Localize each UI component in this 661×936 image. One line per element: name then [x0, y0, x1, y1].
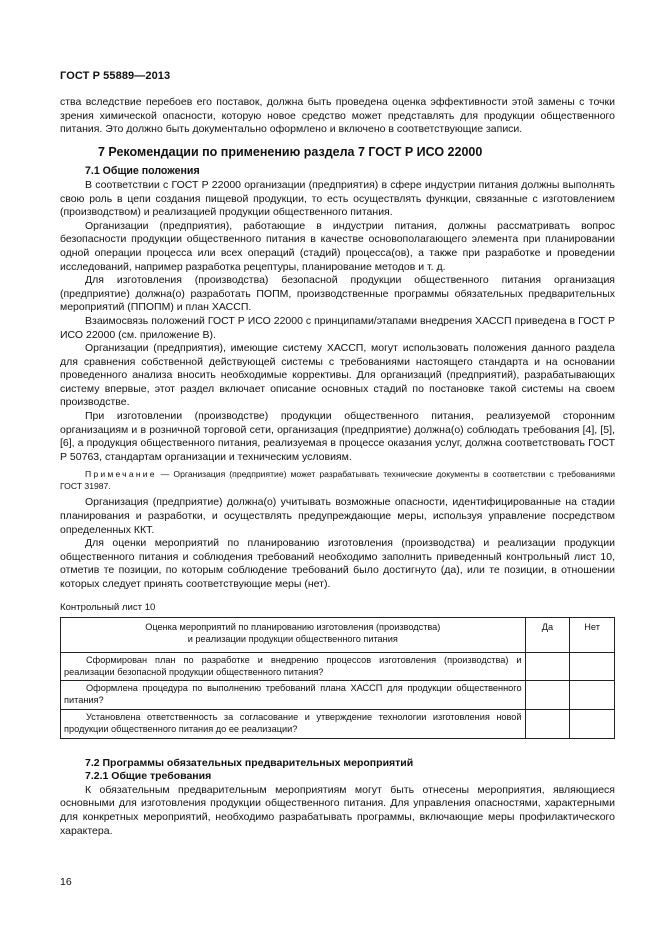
checklist-table [60, 617, 615, 738]
checklist-no-cell[interactable] [570, 681, 615, 710]
checklist-header-row [61, 618, 615, 653]
checklist-yes-cell[interactable] [525, 681, 570, 710]
checklist-question-text: Установлена ответственность за согласование и утверждение технологии изготовления новой продукции общественного питания до ее реализации? [64, 711, 522, 734]
page-number: 16 [60, 876, 72, 888]
section-7-2-title: 7.2 Программы обязательных предварительных мероприятий [85, 756, 414, 769]
checklist-header-cell [61, 618, 526, 653]
section-7-1-title: 7.1 Общие положения [85, 165, 200, 178]
checklist-question [61, 652, 526, 681]
checklist-question [61, 681, 526, 710]
checklist-label: Контрольный лист 10 [60, 601, 156, 613]
note-text: — Организация (предприятие) может разрабатывать технические документы в соответствии с требованиями ГОСТ 31987. [60, 469, 615, 491]
table-row [61, 652, 615, 681]
checklist-no-cell[interactable] [570, 652, 615, 681]
checklist-question-text: Сформирован план по разработке и внедрению процессов изготовления (производства) и реализации безопасной продукции общественного питания? [64, 654, 522, 677]
checklist-col-yes: Да [525, 618, 570, 653]
paragraph: Взаимосвязь положений ГОСТ Р ИСО 22000 с принципами/этапами внедрения ХАССП приведена в ГОСТ Р ИСО 22000 (см. приложение В). [60, 314, 615, 341]
table-row [61, 709, 615, 738]
document-body [60, 96, 615, 838]
note-label: Примечание [85, 469, 157, 480]
checklist-col-no: Нет [570, 618, 615, 653]
paragraph: Организации (предприятия), имеющие систему ХАССП, могут использовать положения данного раздела для сравнения собственной действующей системы с требованиями настоящего стандарта и на основании проведенного анализа вносить необходимые коррективы. Для организаций (предприятий), разрабатывающих систему впервые, этот раздел включает описание основных стадий по постановке такой системы на своем производстве. [60, 342, 615, 409]
paragraph: Для оценки мероприятий по планированию изготовления (производства) и реализации продукции общественного питания и соблюдения требований необходимо заполнить приведенный контрольный лист 10, отметив те позиции, по которым соблюдение требований было достигнуто (да), или те позиции, в отношении которых следует принять соответствующие меры (нет). [60, 537, 615, 590]
intro-paragraph: ства вследствие перебоев его поставок, должна быть проведена оценка эффективности этой замены с точки зрения химической опасности, которую новое средство может представлять для продукции общественного питания. Это должно быть документально оформлено и включено в соответствующие записи. [60, 96, 615, 136]
checklist-yes-cell[interactable] [525, 652, 570, 681]
paragraph: Организации (предприятия), работающие в индустрии питания, должны рассматривать вопрос безопасности продукции общественного питания в качестве основополагающего элемента при планировании одной операции процесса или всех операций (стадий) процесса(ов), а также при разработке и проведении исследований, например разработка рецептуры, планирование методов и т. д. [60, 219, 615, 273]
note [60, 469, 615, 492]
paragraph: Организация (предприятие) должна(о) учитывать возможные опасности, идентифицированные на стадии планирования и разработки, и осуществлять предупреждающие меры, используя управление посредством определенных ККТ. [60, 496, 615, 536]
checklist-header-line-1: Оценка мероприятий по планированию изготовления (производства) [145, 622, 441, 633]
table-row [61, 681, 615, 710]
paragraph: В соответствии с ГОСТ Р 22000 организации (предприятия) в сфере индустрии питания должны выполнять свою роль в цепи создания пищевой продукции, то есть осуществлять функции, связанные с изготовлением (производством) и реализацией продукции общественного питания. [60, 178, 615, 219]
section-7-title: 7 Рекомендации по применению раздела 7 ГОСТ Р ИСО 22000 [98, 144, 483, 159]
document-header: ГОСТ Р 55889—2013 [60, 70, 171, 82]
section-7-2-1-title: 7.2.1 Общие требования [85, 770, 212, 783]
checklist-header-line-2: и реализации продукции общественного питания [187, 633, 398, 644]
paragraph: При изготовлении (производстве) продукции общественного питания, реализуемой сторонним организациям и в розничной торговой сети, организация (предприятие) должна(о) соблюдать требования [4], [5], [6], а продукция общественного питания, реализуемая в процессе оказания услуг, должна соответствовать ГОСТ Р 50763, стандартам организации и техническим условиям. [60, 410, 615, 463]
checklist-question [61, 709, 526, 738]
checklist-question-text: Оформлена процедура по выполнению требований плана ХАССП для продукции общественного питания? [64, 683, 522, 706]
paragraph: Для изготовления (производства) безопасной продукции общественного питания организация (предприятие) должна(о) разработать ПОПМ, производственные программы обязательных предварительных мероприятий (ППОПМ) и план ХАССП. [60, 274, 615, 314]
paragraph: К обязательным предварительным мероприятиям могут быть отнесены мероприятия, являющиеся основными для изготовления продукции общественного питания. Для управления опасностями, характерными для конкретных мероприятий, необходимо разрабатывать программы, включающие меры профилактического характера. [60, 783, 615, 837]
checklist-yes-cell[interactable] [525, 709, 570, 738]
checklist-no-cell[interactable] [570, 709, 615, 738]
